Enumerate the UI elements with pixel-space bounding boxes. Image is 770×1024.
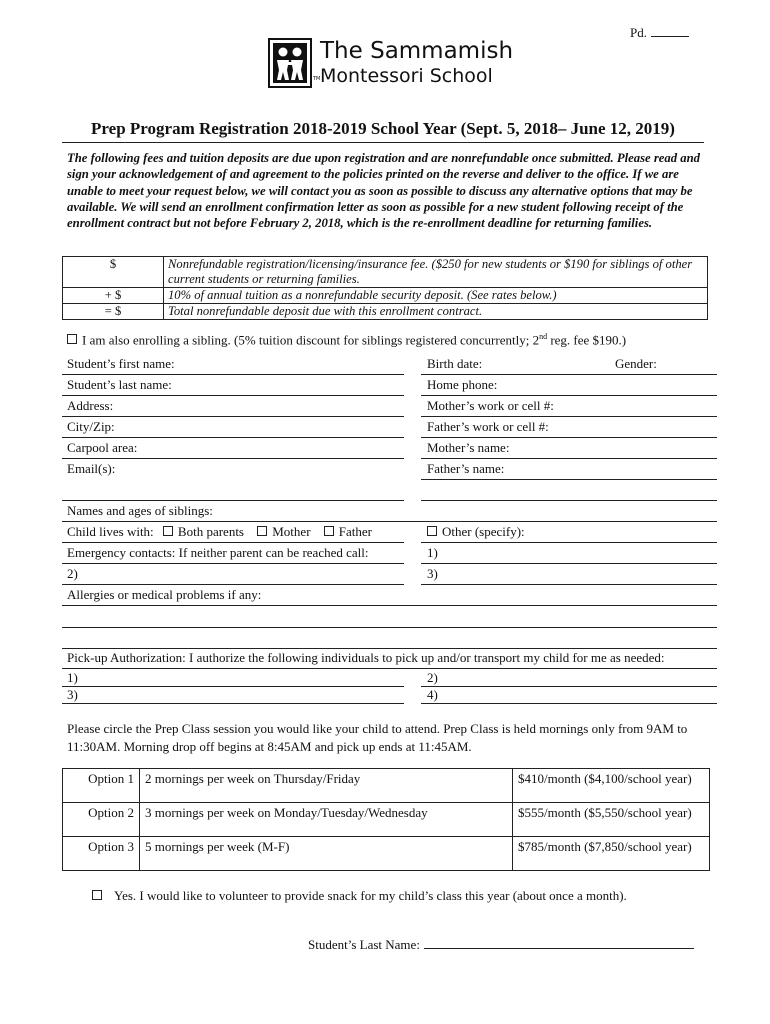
sibling-superscript: nd <box>539 332 548 341</box>
fee-row <box>63 304 708 320</box>
option-price: $410/month ($4,100/school year) <box>513 769 710 803</box>
option-label: Option 1 <box>63 769 140 803</box>
fee-amount-field[interactable]: + $ <box>63 288 164 304</box>
gender-label: Gender: <box>615 356 657 371</box>
fee-description: Total nonrefundable deposit due with this enrollment contract. <box>164 304 708 320</box>
both-parents-label: Both parents <box>177 524 244 539</box>
fee-description: Nonrefundable registration/licensing/insurance fee. ($250 for new students or $190 for siblings of other current students or returning families. <box>164 257 708 288</box>
emergency-2-label: 2) <box>67 566 78 581</box>
logo-trademark: TM <box>313 76 321 82</box>
child-lives-row <box>67 524 372 540</box>
other-row <box>427 524 525 540</box>
option-schedule: 5 mornings per week (M-F) <box>140 837 513 871</box>
page-title: Prep Program Registration 2018-2019 School Year (Sept. 5, 2018– June 12, 2019) <box>91 119 675 138</box>
mother-name-label: Mother’s name: <box>427 440 510 455</box>
allergies-field[interactable] <box>62 605 717 606</box>
other-label: Other (specify): <box>442 524 525 539</box>
option-row[interactable] <box>63 803 710 837</box>
student-last-name-row <box>308 936 694 953</box>
allergies-label: Allergies or medical problems if any: <box>67 587 262 602</box>
fee-amount-field[interactable]: $ <box>63 257 164 288</box>
emergency-1-label: 1) <box>427 545 438 560</box>
option-label: Option 3 <box>63 837 140 871</box>
address-label: Address: <box>67 398 114 413</box>
siblings-field[interactable] <box>62 521 717 522</box>
pickup-top-rule <box>62 648 717 649</box>
period-label: Pd. <box>630 25 647 40</box>
logo-text-line2: Montessori School <box>320 65 493 87</box>
pickup-2-label: 2) <box>427 670 438 685</box>
period-blank[interactable] <box>651 24 689 37</box>
period-field <box>630 24 689 41</box>
mother-label: Mother <box>272 524 311 539</box>
pickup-1-label: 1) <box>67 670 78 685</box>
birth-date-field[interactable] <box>421 374 717 375</box>
home-phone-label: Home phone: <box>427 377 498 392</box>
intro-paragraph: The following fees and tuition deposits are due upon registration and are nonrefundable once submitted. Please read and sign your acknowledgement of and agreement to the policies printed on the reverse and deliver to the office. If we are unable to meet your request below, we will contact you as soon as possible to discuss any alternative options that may be available. We will send an enrollment confirmation letter as soon as possible for a new student following receipt of the enrollment contract but not before February 2, 2018, which is the re-enrollment deadline for returning families. <box>67 151 701 231</box>
pickup-2-field[interactable] <box>421 686 717 687</box>
option-row[interactable] <box>63 837 710 871</box>
other-specify-field[interactable] <box>421 542 717 543</box>
emergency-3-field[interactable] <box>421 584 717 585</box>
volunteer-row <box>92 888 627 904</box>
sibling-checkbox[interactable] <box>67 334 77 344</box>
home-phone-field[interactable] <box>421 395 717 396</box>
logo-text-line1: The Sammamish <box>320 38 514 64</box>
city-zip-label: City/Zip: <box>67 419 115 434</box>
both-parents-checkbox[interactable] <box>163 526 173 536</box>
pickup-label: Pick-up Authorization: I authorize the following individuals to pick up and/or transport my child for me as needed: <box>67 650 665 665</box>
child-lives-label: Child lives with: <box>67 524 154 539</box>
carpool-label: Carpool area: <box>67 440 138 455</box>
volunteer-checkbox[interactable] <box>92 890 102 900</box>
mother-phone-label: Mother’s work or cell #: <box>427 398 554 413</box>
address-field[interactable] <box>62 416 404 417</box>
carpool-field[interactable] <box>62 458 404 459</box>
school-logo <box>268 38 528 94</box>
father-phone-label: Father’s work or cell #: <box>427 419 549 434</box>
sibling-text-end: reg. fee $190.) <box>547 332 627 348</box>
fee-row <box>63 257 708 288</box>
option-schedule: 2 mornings per week on Thursday/Friday <box>140 769 513 803</box>
pickup-label-rule <box>62 668 717 669</box>
father-name-field[interactable] <box>421 479 717 480</box>
student-last-name-field[interactable] <box>424 936 694 949</box>
pickup-3-label: 3) <box>67 687 78 702</box>
sibling-text: I am also enrolling a sibling. (5% tuition discount for siblings registered concurrently; 2 <box>82 332 540 348</box>
father-name-label: Father’s name: <box>427 461 505 476</box>
emergency-label: Emergency contacts: If neither parent can be reached call: <box>67 545 369 560</box>
email-field[interactable] <box>62 500 404 501</box>
pickup-3-field[interactable] <box>62 703 404 704</box>
fee-description: 10% of annual tuition as a nonrefundable security deposit. (See rates below.) <box>164 288 708 304</box>
class-instructions: Please circle the Prep Class session you would like your child to attend. Prep Class is held mornings only from 9AM to 11:30AM. Morning drop off begins at 8:45AM and pick up ends at 11:45AM. <box>67 721 688 754</box>
last-name-field[interactable] <box>62 395 404 396</box>
birth-date-label: Birth date: <box>427 356 483 371</box>
email-label: Email(s): <box>67 461 116 476</box>
child-lives-line <box>62 542 404 543</box>
fees-table <box>62 256 708 320</box>
pickup-4-label: 4) <box>427 687 438 702</box>
mother-checkbox[interactable] <box>257 526 267 536</box>
city-zip-field[interactable] <box>62 437 404 438</box>
sibling-checkbox-row <box>67 332 626 348</box>
mother-name-field[interactable] <box>421 458 717 459</box>
option-price: $555/month ($5,550/school year) <box>513 803 710 837</box>
option-row[interactable] <box>63 769 710 803</box>
mother-phone-field[interactable] <box>421 416 717 417</box>
emergency-line <box>62 563 404 564</box>
fee-amount-field[interactable]: = $ <box>63 304 164 320</box>
last-name-label: Student’s last name: <box>67 377 172 392</box>
father-label: Father <box>338 524 372 539</box>
father-phone-field[interactable] <box>421 437 717 438</box>
emergency-1-field[interactable] <box>421 563 717 564</box>
pickup-1-field[interactable] <box>62 686 404 687</box>
extra-field[interactable] <box>421 500 717 501</box>
other-checkbox[interactable] <box>427 526 437 536</box>
title-divider <box>62 142 704 143</box>
pickup-4-field[interactable] <box>421 703 717 704</box>
option-label: Option 2 <box>63 803 140 837</box>
emergency-2-field[interactable] <box>62 584 404 585</box>
allergies-field-2[interactable] <box>62 627 717 628</box>
fee-row <box>63 288 708 304</box>
volunteer-text: Yes. I would like to volunteer to provide snack for my child’s class this year (about once a month). <box>114 888 627 903</box>
option-schedule: 3 mornings per week on Monday/Tuesday/Wednesday <box>140 803 513 837</box>
options-table <box>62 768 710 871</box>
father-checkbox[interactable] <box>324 526 334 536</box>
siblings-label: Names and ages of siblings: <box>67 503 213 518</box>
student-last-name-label: Student’s Last Name: <box>308 937 420 952</box>
first-name-field[interactable] <box>62 374 404 375</box>
first-name-label: Student’s first name: <box>67 356 175 371</box>
option-price: $785/month ($7,850/school year) <box>513 837 710 871</box>
children-logo-icon <box>268 38 312 88</box>
emergency-3-label: 3) <box>427 566 438 581</box>
